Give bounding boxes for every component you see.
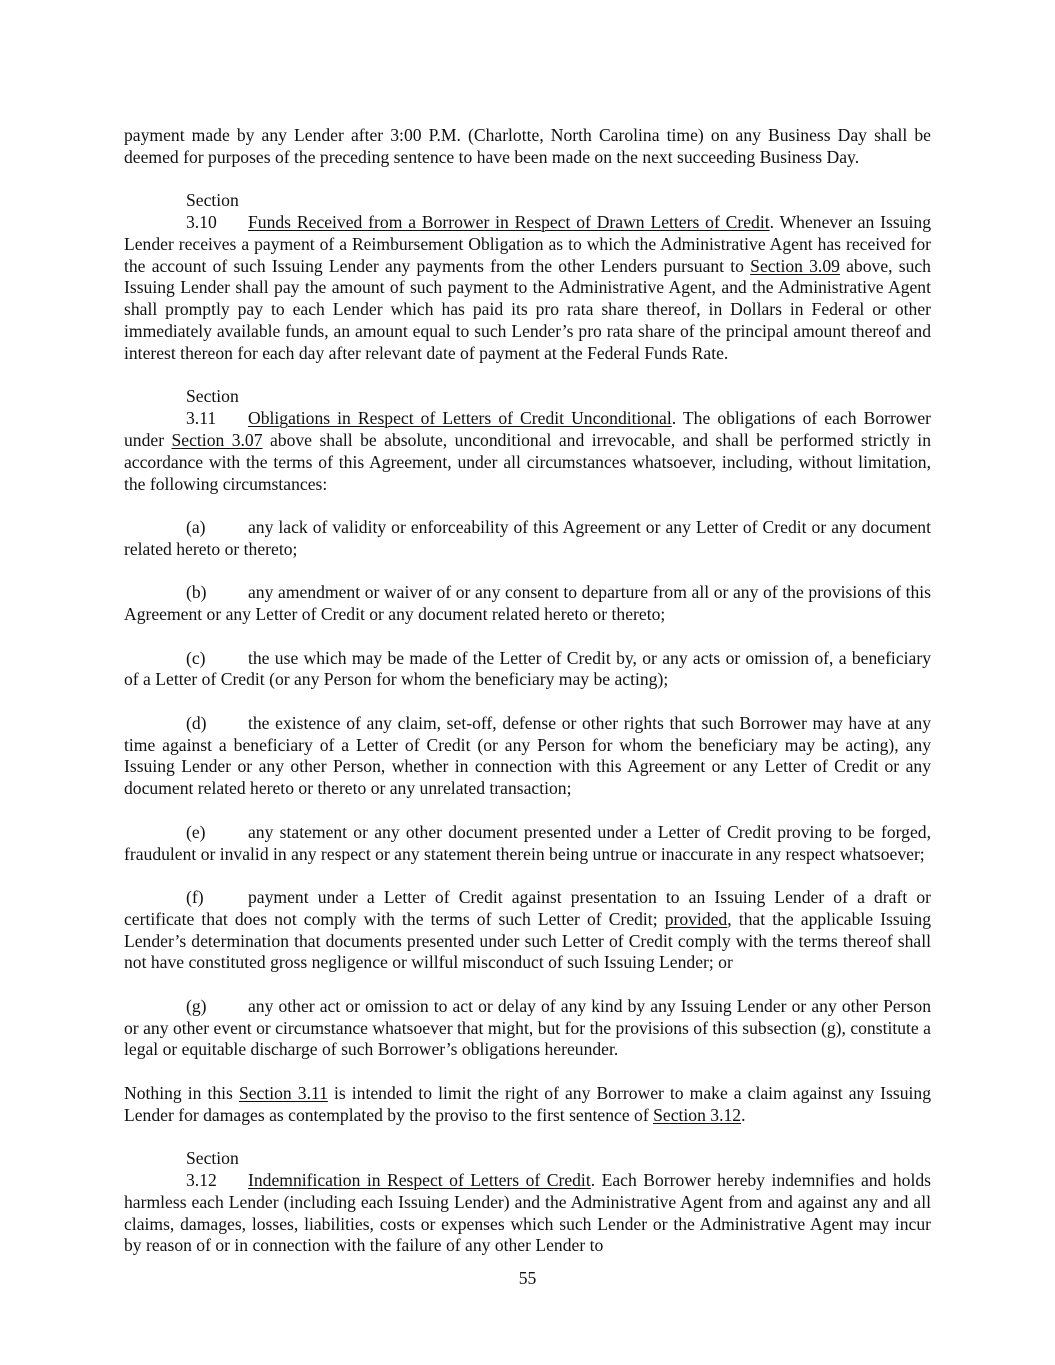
section-3-11-text-a: . The obligations of each Borrower under bbox=[124, 408, 932, 450]
clause-g-text: any other act or omission to act or delay of any kind by any Issuing Lender or any other Person or any other event or circumstance whatsoever that might, but for the provisions of this subsection (g), constitute a legal or equitable discharge of such Borrower’s obligations hereunder. bbox=[124, 995, 931, 1060]
section-3-10-number: Section 3.10 bbox=[186, 190, 239, 233]
clause-a-text: any lack of validity or enforceability of this Agreement or any Letter of Credit or any document related hereto or thereto; bbox=[124, 517, 931, 559]
section-3-10-heading: Funds Received from a Borrower in Respect of Drawn Letters of Credit bbox=[248, 212, 770, 233]
section-3-09-reference[interactable]: Section 3.09 bbox=[750, 255, 840, 276]
clause-f-label: (f) bbox=[186, 887, 204, 908]
section-3-10-text-b: above, such Issuing Lender shall pay the amount of such payment to the Administrative Agent, and the Administrative Agent shall promptly pay to each Lender which has paid its pro rata share thereof, in Dollars in Federal or other immediately available funds, an amount equal to such Lender’s pro rata share of the principal amount thereof and interest thereon for each day after relevant date of payment at the Federal Funds Rate. bbox=[124, 255, 931, 363]
section-3-11-heading: Obligations in Respect of Letters of Credit Unconditional bbox=[248, 408, 672, 429]
nothing-text-b: is intended to limit the right of any Borrower to make a claim against any Issuing Lender for damages as contemplated by the proviso to the first sentence of bbox=[124, 1082, 931, 1125]
clause-c bbox=[124, 648, 931, 692]
clause-e-text: any statement or any other document presented under a Letter of Credit proving to be forged, fraudulent or invalid in any respect or any statement therein being untrue or inaccurate in any respect whatsoever; bbox=[124, 821, 931, 864]
intro-paragraph: payment made by any Lender after 3:00 P.M. (Charlotte, North Carolina time) on any Business Day shall be deemed for purposes of the preceding sentence to have been made on the next succeeding Business Day. bbox=[124, 125, 931, 167]
nothing-text-a: Nothing in this bbox=[124, 1082, 239, 1103]
section-3-11-reference[interactable]: Section 3.11 bbox=[238, 1082, 328, 1103]
section-3-07-reference[interactable]: Section 3.07 bbox=[171, 429, 263, 450]
section-3-12-number: Section 3.12 bbox=[186, 1148, 239, 1191]
clause-e-label: (e) bbox=[186, 821, 206, 842]
section-3-12-heading: Indemnification in Respect of Letters of Credit bbox=[248, 1170, 591, 1191]
section-3-10-text-a: . Whenever an Issuing Lender receives a payment of a Reimbursement Obligation as to which the Administrative Agent has received for the account of such Issuing Lender any payments from the other Lenders pursuant to bbox=[124, 212, 931, 276]
clause-e bbox=[124, 822, 931, 866]
clause-b bbox=[124, 582, 931, 626]
section-3-12-text: . Each Borrower hereby indemnifies and holds harmless each Lender (including each Issuing Lender) and the Administrative Agent from and against any and all claims, damages, losses, liabilities, costs or expenses which such Lender or the Administrative Agent may incur by reason of or in connection with the failure of any other Lender to bbox=[124, 1170, 931, 1256]
clause-f-text-a: payment under a Letter of Credit against presentation to an Issuing Lender of a draft or certificate that does not comply with the terms of such Letter of Credit; bbox=[124, 887, 931, 929]
clause-d-text: the existence of any claim, set-off, defense or other rights that such Borrower may have at any time against a beneficiary of a Letter of Credit (or any Person for whom the beneficiary may be acting), any Issuing Lender or any other Person, whether in connection with this Agreement or any Letter of Credit or any document related hereto or thereto or any unrelated transaction; bbox=[124, 712, 931, 799]
clause-g bbox=[124, 996, 931, 1061]
section-3-11-number: Section 3.11 bbox=[186, 386, 239, 429]
provided-term: provided bbox=[664, 908, 728, 929]
section-3-12-paragraph bbox=[124, 1148, 931, 1257]
clause-b-label: (b) bbox=[186, 582, 207, 603]
clause-f bbox=[124, 887, 931, 974]
section-3-11-paragraph bbox=[124, 386, 931, 495]
section-3-12-reference[interactable]: Section 3.12 bbox=[653, 1104, 742, 1125]
document-page bbox=[124, 125, 931, 1279]
nothing-paragraph bbox=[124, 1083, 931, 1127]
clause-b-text: any amendment or waiver of or any consent to departure from all or any of the provisions of this Agreement or any Letter of Credit or any document related hereto or thereto; bbox=[124, 582, 931, 625]
clause-g-label: (g) bbox=[186, 995, 207, 1016]
clause-d bbox=[124, 713, 931, 800]
clause-d-label: (d) bbox=[186, 712, 207, 733]
clause-f-text-b: , that the applicable Issuing Lender’s determination that documents presented under such Letter of Credit comply with the terms thereof shall not have constituted gross negligence or willful misconduct of such Issuing Lender; or bbox=[124, 908, 931, 973]
section-3-11-text-b: above shall be absolute, unconditional and irrevocable, and shall be performed strictly in accordance with the terms of this Agreement, under all circumstances whatsoever, including, without limitation, the following circumstances: bbox=[124, 429, 931, 494]
clause-a-label: (a) bbox=[186, 517, 206, 538]
clause-c-label: (c) bbox=[186, 647, 206, 668]
section-3-10-paragraph bbox=[124, 190, 931, 364]
clause-a bbox=[124, 517, 931, 561]
clause-c-text: the use which may be made of the Letter of Credit by, or any acts or omission of, a beneficiary of a Letter of Credit (or any Person for whom the beneficiary may be acting); bbox=[124, 647, 931, 690]
page-number: 55 bbox=[518, 1268, 537, 1288]
nothing-text-c: . bbox=[741, 1104, 746, 1125]
